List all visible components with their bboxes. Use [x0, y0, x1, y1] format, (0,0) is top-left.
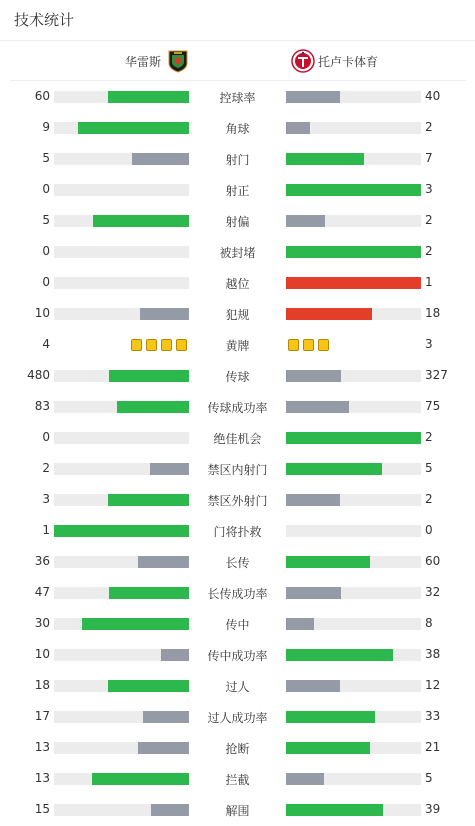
away-stat-value: 12: [425, 678, 441, 692]
teams-header: [10, 42, 466, 81]
stat-row: [0, 236, 475, 267]
away-stat-value: 21: [425, 740, 441, 754]
stat-label: 抢断: [225, 742, 250, 756]
stat-row: [0, 670, 475, 701]
away-stat-bar-track: [286, 463, 421, 475]
stat-row: [0, 422, 475, 453]
stat-row: [0, 484, 475, 515]
away-stat-value: 33: [425, 709, 441, 723]
away-stat-bar-fill: [286, 649, 393, 661]
stat-label: 越位: [225, 277, 250, 291]
away-stat-value: 32: [425, 585, 441, 599]
away-stat-value: 1: [425, 275, 433, 289]
stat-row: [0, 453, 475, 484]
away-stat-value: 2: [425, 120, 433, 134]
away-stat-bar-fill: [286, 370, 341, 382]
away-stat-bar-track: [286, 525, 421, 537]
stat-label: 传球成功率: [207, 401, 268, 415]
away-stat-bar-track: [286, 215, 421, 227]
away-stat-value: 18: [425, 306, 441, 320]
away-stat-value: 3: [425, 182, 433, 196]
home-stat-value: 5: [42, 151, 50, 165]
home-stat-bar-fill: [109, 370, 189, 382]
home-stat-bar-fill: [108, 494, 189, 506]
away-stat-bar-track: [286, 680, 421, 692]
home-stat-value: 17: [34, 709, 50, 723]
away-stat-bar-fill: [286, 153, 364, 165]
home-stat-bar-track: [54, 587, 189, 599]
home-stat-bar-track: [54, 370, 189, 382]
yellow-card-icon: [288, 339, 299, 351]
home-stat-bar-track: [54, 246, 189, 258]
home-stat-bar-fill: [108, 680, 189, 692]
home-stat-bar-fill: [117, 401, 189, 413]
home-stat-bar-fill: [161, 649, 189, 661]
home-stat-value: 10: [34, 306, 50, 320]
away-stat-bar-fill: [286, 91, 340, 103]
home-stat-bar-track: [54, 215, 189, 227]
stat-label: 射偏: [225, 215, 250, 229]
home-stat-value: 0: [42, 275, 50, 289]
home-stat-bar-fill: [54, 525, 189, 537]
away-stat-value: 0: [425, 523, 433, 537]
away-stat-bar-track: [286, 91, 421, 103]
away-stat-bar-fill: [286, 587, 341, 599]
stat-label: 射门: [225, 153, 250, 167]
home-stat-bar-track: [54, 184, 189, 196]
home-stat-bar-fill: [92, 773, 189, 785]
away-stat-bar-track: [286, 773, 421, 785]
home-stat-bar-fill: [78, 122, 189, 134]
away-stat-bar-fill: [286, 556, 370, 568]
home-stat-bar-fill: [82, 618, 189, 630]
home-stat-bar-track: [54, 308, 189, 320]
home-stat-value: 9: [42, 120, 50, 134]
away-stat-bar-track: [286, 184, 421, 196]
home-stat-bar-track: [54, 680, 189, 692]
stat-label: 过人成功率: [207, 711, 268, 725]
home-stat-bar-fill: [138, 742, 189, 754]
away-stat-value: 8: [425, 616, 433, 630]
home-stat-bar-fill: [108, 91, 189, 103]
home-stat-bar-track: [54, 525, 189, 537]
away-team-logo-icon[interactable]: [291, 49, 315, 73]
away-stat-value: 60: [425, 554, 441, 568]
away-stat-bar-track: [286, 370, 421, 382]
away-stat-value: 2: [425, 430, 433, 444]
home-stat-bar-track: [54, 432, 189, 444]
stat-label: 控球率: [219, 91, 256, 105]
stat-row: [0, 391, 475, 422]
away-stat-bar-fill: [286, 742, 370, 754]
home-stat-value: 13: [34, 740, 50, 754]
home-stat-bar-track: [54, 711, 189, 723]
away-yellow-cards: [286, 339, 331, 351]
away-stat-bar-track: [286, 153, 421, 165]
home-stat-bar-fill: [138, 556, 189, 568]
home-stat-bar-fill: [140, 308, 189, 320]
away-stat-bar-track: [286, 246, 421, 258]
home-stat-value: 60: [34, 89, 50, 103]
yellow-card-icon: [176, 339, 187, 351]
stat-label: 门将扑救: [213, 525, 262, 539]
away-stat-bar-fill: [286, 494, 340, 506]
home-stat-bar-fill: [109, 587, 189, 599]
stat-label: 传中: [225, 618, 250, 632]
home-stat-value: 2: [42, 461, 50, 475]
stat-label: 长传成功率: [207, 587, 268, 601]
home-stat-bar-track: [54, 742, 189, 754]
away-stat-value: 5: [425, 771, 433, 785]
away-stat-bar-fill: [286, 711, 375, 723]
home-stat-bar-fill: [143, 711, 189, 723]
home-stat-value: 10: [34, 647, 50, 661]
stat-row: [0, 329, 475, 360]
yellow-card-icon: [146, 339, 157, 351]
away-stat-bar-fill: [286, 680, 340, 692]
home-stat-value: 3: [42, 492, 50, 506]
away-stat-bar-fill: [286, 618, 314, 630]
yellow-card-icon: [303, 339, 314, 351]
stat-label: 禁区外射门: [207, 494, 268, 508]
away-stat-value: 2: [425, 492, 433, 506]
away-stat-value: 2: [425, 213, 433, 227]
home-stat-bar-track: [54, 494, 189, 506]
away-stat-bar-fill: [286, 122, 310, 134]
home-stat-bar-track: [54, 277, 189, 289]
away-stat-bar-track: [286, 401, 421, 413]
home-stat-value: 13: [34, 771, 50, 785]
page-title: 技术统计: [14, 11, 75, 29]
home-stat-value: 15: [34, 802, 50, 816]
home-stat-value: 36: [34, 554, 50, 568]
stat-row: [0, 639, 475, 670]
away-stat-bar-track: [286, 742, 421, 754]
away-team-name[interactable]: 托卢卡体育: [318, 55, 379, 69]
home-stat-bar-track: [54, 91, 189, 103]
home-stat-bar-fill: [93, 215, 189, 227]
home-stat-value: 0: [42, 244, 50, 258]
stat-row: [0, 174, 475, 205]
home-stat-bar-track: [54, 773, 189, 785]
away-stat-value: 327: [425, 368, 448, 382]
stat-label: 射正: [225, 184, 250, 198]
away-stat-value: 5: [425, 461, 433, 475]
away-stat-bar-track: [286, 711, 421, 723]
home-stat-value: 18: [34, 678, 50, 692]
home-yellow-cards: [129, 339, 189, 351]
stat-row: [0, 143, 475, 174]
stat-label: 黄牌: [225, 339, 250, 353]
home-stat-value: 5: [42, 213, 50, 227]
stat-row: [0, 205, 475, 236]
home-stat-value: 1: [42, 523, 50, 537]
stat-row: [0, 546, 475, 577]
stat-row: [0, 701, 475, 732]
home-stat-value: 47: [34, 585, 50, 599]
stat-label: 传中成功率: [207, 649, 268, 663]
yellow-card-icon: [318, 339, 329, 351]
away-stat-value: 2: [425, 244, 433, 258]
stat-row: [0, 763, 475, 794]
stat-label: 角球: [225, 122, 250, 136]
away-stat-bar-track: [286, 649, 421, 661]
stats-list: [0, 81, 475, 825]
away-stat-bar-track: [286, 122, 421, 134]
home-stat-bar-fill: [150, 463, 189, 475]
stat-label: 传球: [225, 370, 250, 384]
stat-row: [0, 81, 475, 112]
away-stat-value: 39: [425, 802, 441, 816]
away-stat-bar-track: [286, 587, 421, 599]
away-stat-bar-track: [286, 556, 421, 568]
stat-row: [0, 577, 475, 608]
away-stat-bar-fill: [286, 184, 421, 196]
home-stat-bar-track: [54, 463, 189, 475]
away-stat-value: 7: [425, 151, 433, 165]
stat-row: [0, 515, 475, 546]
away-stat-bar-track: [286, 308, 421, 320]
home-team-logo-icon[interactable]: [166, 49, 190, 73]
away-stat-bar-fill: [286, 277, 421, 289]
stat-row: [0, 794, 475, 825]
home-stat-bar-track: [54, 153, 189, 165]
away-stat-bar-fill: [286, 463, 382, 475]
home-stat-bar-track: [54, 401, 189, 413]
home-stat-value: 480: [27, 368, 50, 382]
stat-label: 拦截: [225, 773, 250, 787]
stat-label: 绝佳机会: [213, 432, 262, 446]
stat-row: [0, 360, 475, 391]
home-stat-bar-track: [54, 649, 189, 661]
home-stat-bar-track: [54, 804, 189, 816]
stat-row: [0, 112, 475, 143]
home-stat-value: 4: [42, 337, 50, 351]
home-stat-value: 30: [34, 616, 50, 630]
away-stat-bar-fill: [286, 215, 325, 227]
stat-row: [0, 732, 475, 763]
away-stat-bar-track: [286, 618, 421, 630]
away-stat-bar-fill: [286, 773, 324, 785]
away-stat-bar-track: [286, 432, 421, 444]
home-stat-bar-fill: [132, 153, 189, 165]
home-stat-value: 0: [42, 182, 50, 196]
home-stat-bar-fill: [151, 804, 189, 816]
page-header: [0, 0, 475, 41]
stat-label: 被封堵: [219, 246, 256, 260]
home-stat-bar-track: [54, 618, 189, 630]
stat-row: [0, 298, 475, 329]
home-stat-value: 0: [42, 430, 50, 444]
away-stat-bar-fill: [286, 401, 349, 413]
away-stat-bar-track: [286, 804, 421, 816]
home-team-name[interactable]: 华雷斯: [124, 55, 161, 69]
stat-label: 长传: [225, 556, 250, 570]
away-stat-value: 40: [425, 89, 441, 103]
stat-label: 犯规: [225, 308, 250, 322]
away-stat-bar-track: [286, 277, 421, 289]
away-stat-bar-fill: [286, 308, 372, 320]
yellow-card-icon: [161, 339, 172, 351]
away-stat-value: 38: [425, 647, 441, 661]
stat-label: 过人: [225, 680, 250, 694]
home-stat-value: 83: [34, 399, 50, 413]
stat-row: [0, 608, 475, 639]
stat-label: 解围: [225, 804, 250, 818]
away-stat-bar-fill: [286, 804, 383, 816]
away-stat-bar-track: [286, 494, 421, 506]
away-stat-bar-fill: [286, 432, 421, 444]
yellow-card-icon: [131, 339, 142, 351]
home-stat-bar-track: [54, 122, 189, 134]
stat-row: [0, 267, 475, 298]
stat-label: 禁区内射门: [207, 463, 268, 477]
away-stat-value: 75: [425, 399, 441, 413]
away-stat-value: 3: [425, 337, 433, 351]
away-stat-bar-fill: [286, 246, 421, 258]
home-stat-bar-track: [54, 556, 189, 568]
